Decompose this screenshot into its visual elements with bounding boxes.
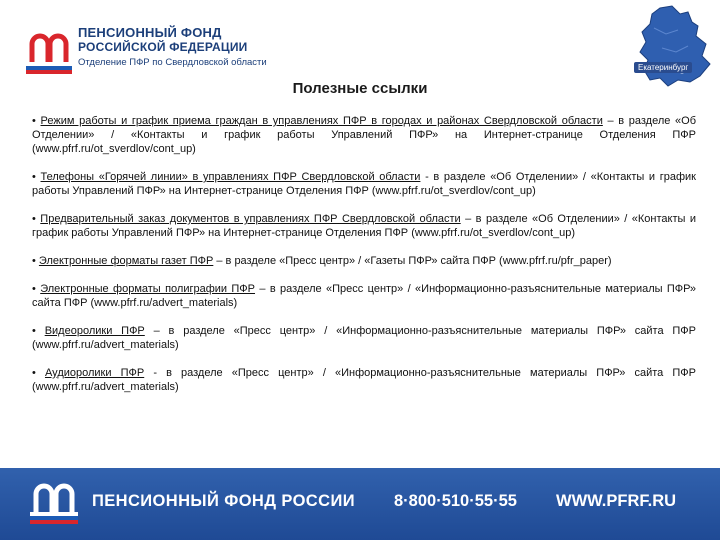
bullet: •: [32, 367, 36, 379]
link-office-hours[interactable]: Режим работы и график приема граждан в управлениях ПФР в городах и районах Свердловской области: [40, 115, 603, 127]
footer-org-name: ПЕНСИОННЫЙ ФОНД РОССИИ: [92, 492, 355, 510]
bullet: •: [32, 283, 36, 295]
bullet: •: [32, 325, 36, 337]
list-item: [32, 114, 696, 156]
page-title: Полезные ссылки: [292, 80, 428, 97]
list-item: [32, 324, 696, 352]
org-name-line2: РОССИЙСКОЙ ФЕДЕРАЦИИ: [78, 40, 248, 54]
item-text: - в разделе «Пресс центр» / «Информационно-разъяснительные материалы ПФР» сайта ПФР (www.pfrf.ru/advert_materials): [32, 367, 696, 393]
sverdlovsk-map-icon: [626, 4, 718, 88]
item-text: – в разделе «Об Отделении» / «Контакты и график работы Управлений ПФР» на Интернет-странице Отделения ПФР (www.pfrf.ru/ot_sverdlov/cont_up): [32, 115, 696, 155]
list-item: [32, 254, 696, 268]
bullet: •: [32, 171, 36, 183]
link-videos[interactable]: Видеоролики ПФР: [44, 325, 145, 337]
list-item: [32, 212, 696, 240]
link-newspapers[interactable]: Электронные форматы газет ПФР: [38, 255, 214, 267]
map-city-label: Екатеринбург: [634, 62, 692, 73]
item-text: – в разделе «Пресс центр» / «Информационно-разъяснительные материалы ПФР» сайта ПФР (www.pfrf.ru/advert_materials): [32, 325, 697, 351]
item-text: – в разделе «Об Отделении» / «Контакты и график работы Управлений ПФР» на Интернет-странице Отделения ПФР (www.pfrf.ru/ot_sverdlov/cont_up): [32, 213, 696, 239]
org-branch: Отделение ПФР по Свердловской области: [78, 57, 267, 68]
list-item: [32, 366, 696, 394]
region-map: [626, 4, 718, 88]
list-item: [32, 170, 696, 198]
footer-website-link[interactable]: WWW.PFRF.RU: [556, 492, 677, 510]
pfr-emblem-icon: [24, 26, 74, 76]
footer-phone: 8·800·510·55·55: [394, 492, 517, 510]
bullet: •: [32, 213, 36, 225]
bullet: •: [32, 255, 36, 267]
logo-text: [78, 26, 298, 69]
link-audio[interactable]: Аудиоролики ПФР: [44, 367, 145, 379]
pfr-logo: [24, 22, 294, 80]
link-document-order[interactable]: Предварительный заказ документов в управлениях ПФР Свердловской области: [40, 213, 461, 225]
bullet: •: [32, 115, 36, 127]
pfr-emblem-icon: [28, 474, 80, 526]
link-printed-materials[interactable]: Электронные форматы полиграфии ПФР: [40, 283, 256, 295]
links-list: [32, 114, 696, 408]
link-hotline-phones[interactable]: Телефоны «Горячей линии» в управлениях ПФР Свердловской области: [40, 171, 421, 183]
item-text: – в разделе «Пресс центр» / «Газеты ПФР» сайта ПФР (www.pfrf.ru/pfr_paper): [213, 255, 612, 267]
org-name-line1: ПЕНСИОННЫЙ ФОНД: [78, 25, 222, 40]
list-item: [32, 282, 696, 310]
footer-banner: [0, 468, 720, 540]
item-text: - в разделе «Об Отделении» / «Контакты и график работы Управлений ПФР» на Интернет-странице Отделения ПФР (www.pfrf.ru/ot_sverdlov/cont_up): [32, 171, 696, 197]
item-text: – в разделе «Пресс центр» / «Информационно-разъяснительные материалы ПФР» сайта ПФР (www.pfrf.ru/advert_materials): [32, 283, 696, 309]
